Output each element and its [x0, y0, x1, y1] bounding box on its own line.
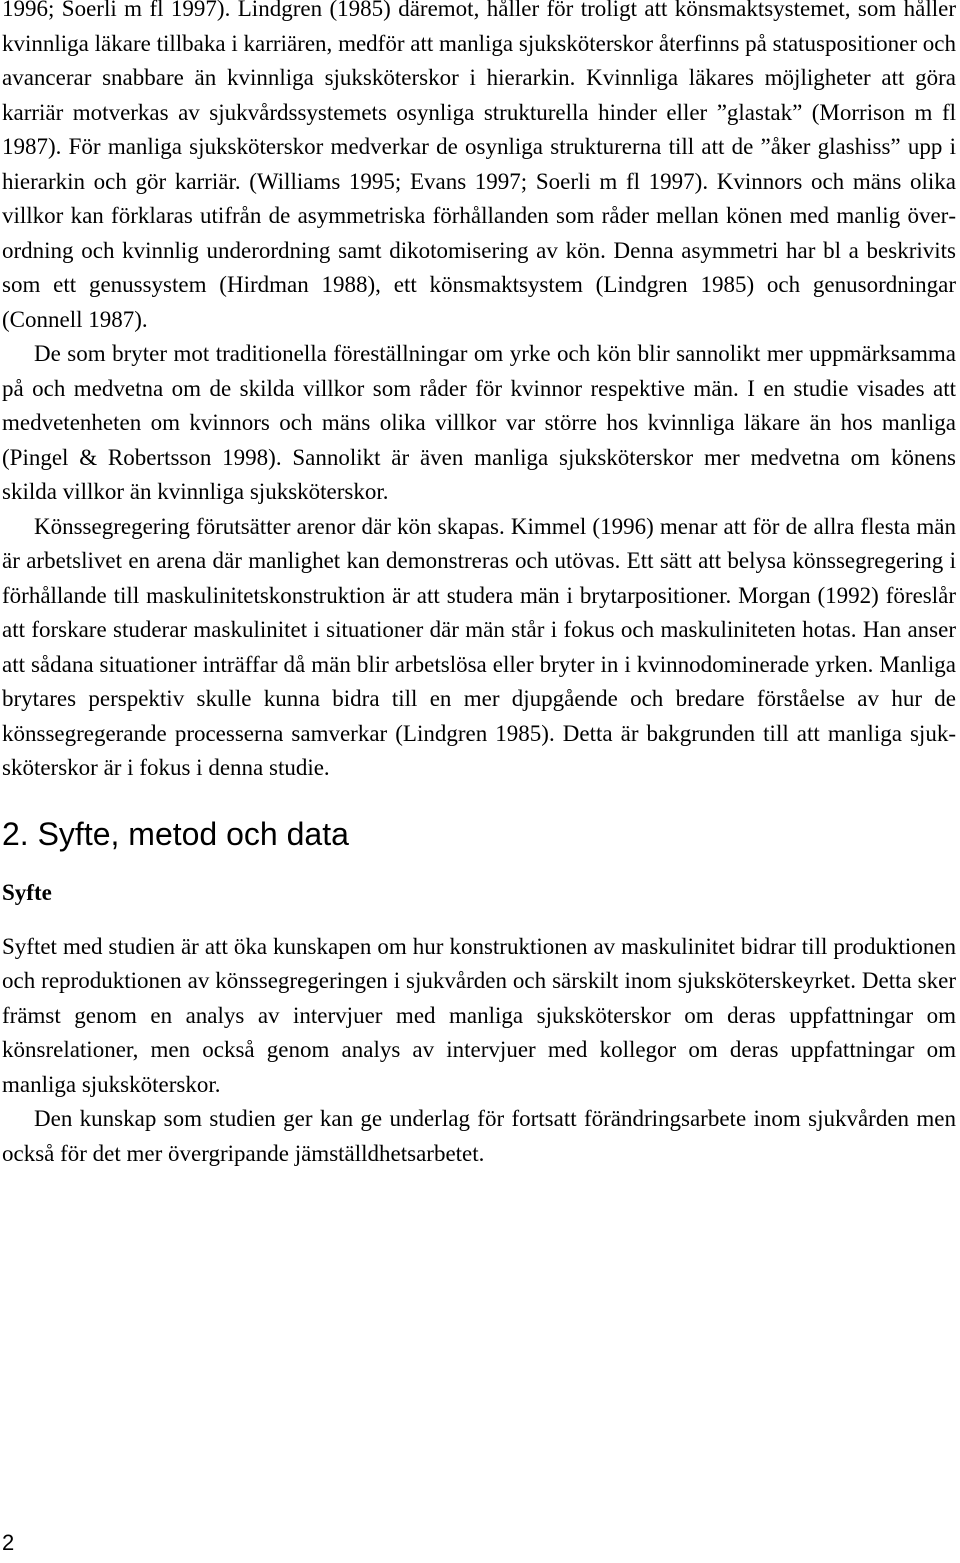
paragraph-gender-segregation: Könssegregering förutsätter arenor där kön skapas. Kimmel (1996) menar att för de allra flesta män är arbetslivet en arena där manlighet kan demonstreras och utövas. Ett sätt att belysa könssegregering i förhållande till maskulinitetskonstruktion är att studera män i brytarpositioner. Morgan (1992) föreslår att forskare studerar maskulinitet i situationer där män står i fokus och maskuliniteten hotas. Han anser att sådana situationer inträffar då män blir arbetslösa eller bryter in i kvinnodominerade yrken. Manliga brytares perspektiv skulle kunna bidra till en mer djupgående och bredare förståelse av hur de könssegregerande processerna samverkar (Lindgren 1985). Detta är bakgrunden till att manliga sjuksköterskor är i fokus i denna studie. [2, 513, 956, 780]
paragraph-purpose: Syftet med studien är att öka kunskapen om hur konstruktionen av maskulinitet bidrar till produktionen och reproduktionen av könssegregeringen i sjukvården och särskilt inom sjuksköterskeyrket. Detta sker främst genom en analys av intervjuer med manliga sjuksköterskor om deras uppfattningar om könsrelationer, men också genom analys av intervjuer med kollegor om deras uppfattningar om manliga sjuksköterskor. [2, 933, 956, 1097]
section-heading: 2. Syfte, metod och data [2, 815, 349, 852]
page-number: 2 [2, 1530, 15, 1555]
paragraph-breakers-awareness: De som bryter mot traditionella föreställningar om yrke och kön blir sannolikt mer uppmärksamma på och medvetna om de skilda villkor som råder för kvinnor respektive män. I en studie visades att medvetenheten om kvinnors och mäns olika villkor var större hos kvinnliga läkare än hos manliga (Pingel & Robertsson 1998). Sannolikt är även manliga sjuksköterskor mer medvetna om könens skilda villkor än kvinnliga sjuksköterskor. [2, 341, 956, 504]
paragraph-purpose-contribution: Den kunskap som studien ger kan ge underlag för fortsatt förändringsarbete inom sjukvården men också för det mer övergripande jämställdhetsarbetet. [2, 1106, 956, 1166]
subheading-syfte: Syfte [2, 879, 52, 905]
paragraph-intro-continued: 1996; Soerli m fl 1997). Lindgren (1985) däremot, håller för troligt att könsmaktsystemet, som håller kvinnliga läkare tillbaka i karriären, medför att manliga sjuksköterskor återfinns på statuspositioner och avancerar snabbare än kvinnliga sjuksköterskor i hierarkin. Kvinnliga läkares möjligheter att göra karriär motverkas av sjukvårdssystemets osynliga strukturella hinder eller ”glastak” (Morrison m fl 1987). För manliga sjuksköterskor medverkar de osynliga strukturerna till att de ”åker glashiss” upp i hierarkin och gör karriär. (Williams 1995; Evans 1997; Soerli m fl 1997). Kvinnors och mäns olika villkor kan förklaras utifrån de asymmetriska förhållanden som råder mellan könen med manlig överordning och kvinnlig underordning samt dikotomisering av kön. Denna asymmetri har bl a beskrivits som ett genussystem (Hirdman 1988), ett könsmaktsystem (Lindgren 1985) och genusordningar (Connell 1987). [2, 0, 956, 332]
document-page [2, 0, 956, 1171]
